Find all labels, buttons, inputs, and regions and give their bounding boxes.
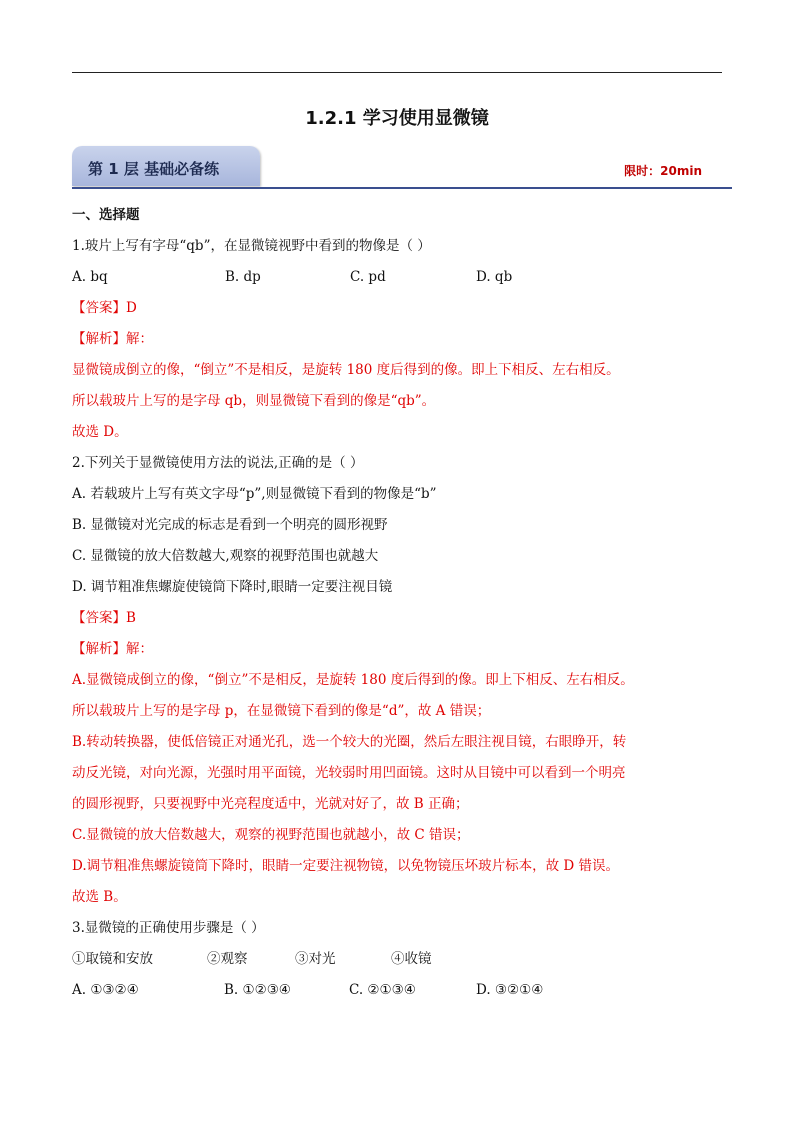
question-1-analysis-label: 【解析】解： [72, 331, 153, 347]
page-title: 1.2.1 学习使用显微镜 [305, 108, 489, 129]
question-1-options [72, 262, 732, 293]
question-2-analysis-line: B.转动转换器，使低倍镜正对通光孔，选一个较大的光圈，然后左眼注视目镜，右眼睁开，转 [72, 734, 627, 750]
level-tab [72, 146, 260, 186]
question-2-option-b: B. 显微镜对光完成的标志是看到一个明亮的圆形视野 [72, 517, 388, 533]
top-rule [72, 72, 722, 73]
option-a: A. bq [72, 269, 108, 285]
option-d: D. ③②①④ [476, 982, 544, 998]
option-c: C. pd [350, 269, 386, 285]
question-1-stem: 1.玻片上写有字母“qb”，在显微镜视野中看到的物像是（ ） [72, 238, 431, 254]
step-item: ②观察 [207, 951, 248, 967]
question-2-answer: 【答案】B [72, 610, 136, 626]
question-1-answer: 【答案】D [72, 300, 137, 316]
question-3-options [72, 975, 732, 1006]
question-3-steps [72, 944, 732, 975]
banner-underline [72, 187, 732, 189]
question-2-stem: 2.下列关于显微镜使用方法的说法,正确的是（ ） [72, 455, 364, 471]
question-2-analysis-line: 所以载玻片上写的是字母 p，在显微镜下看到的像是“d”，故 A 错误； [72, 703, 491, 719]
document-body [72, 200, 732, 1006]
question-2-analysis-line: 故选 B。 [72, 889, 127, 905]
question-1-analysis-line: 所以载玻片上写的是字母 qb，则显微镜下看到的像是“qb”。 [72, 393, 436, 409]
question-2-analysis-line: 动反光镜，对向光源，光强时用平面镜，光较弱时用凹面镜。这时从目镜中可以看到一个明亮 [72, 765, 626, 781]
question-2-option-a: A. 若载玻片上写有英文字母“p”,则显微镜下看到的物像是“b” [72, 486, 437, 502]
question-2-option-d: D. 调节粗准焦螺旋使镜筒下降时,眼睛一定要注视目镜 [72, 579, 393, 595]
step-item: ③对光 [295, 951, 336, 967]
question-2-analysis-label: 【解析】解： [72, 641, 153, 657]
option-a: A. ①③②④ [72, 982, 139, 998]
question-3-stem: 3.显微镜的正确使用步骤是（ ） [72, 920, 265, 936]
question-1-analysis-line: 显微镜成倒立的像，“倒立”不是相反，是旋转 180 度后得到的像。即上下相反、左右相反。 [72, 362, 620, 378]
step-item: ①取镜和安放 [72, 951, 153, 967]
level-banner [72, 146, 732, 190]
option-b: B. ①②③④ [224, 982, 291, 998]
option-c: C. ②①③④ [349, 982, 416, 998]
question-2-analysis-line: D.调节粗准焦螺旋镜筒下降时，眼睛一定要注视物镜，以免物镜压坏玻片标本，故 D 错误。 [72, 858, 620, 874]
option-b: B. dp [225, 269, 261, 285]
question-1-analysis-line: 故选 D。 [72, 424, 128, 440]
question-2-analysis-line: C.显微镜的放大倍数越大，观察的视野范围也就越小，故 C 错误； [72, 827, 470, 843]
question-2-analysis-line: A.显微镜成倒立的像，“倒立”不是相反，是旋转 180 度后得到的像。即上下相反、左右相反。 [72, 672, 634, 688]
section-heading: 一、选择题 [72, 207, 140, 223]
question-2-option-c: C. 显微镜的放大倍数越大,观察的视野范围也就越大 [72, 548, 379, 564]
question-2-analysis-line: 的圆形视野，只要视野中光亮程度适中，光就对好了，故 B 正确； [72, 796, 469, 812]
level-label: 第 1 层 基础必备练 [88, 160, 220, 178]
option-d: D. qb [476, 269, 513, 285]
step-item: ④收镜 [391, 951, 432, 967]
time-limit: 限时：20min [624, 164, 702, 178]
